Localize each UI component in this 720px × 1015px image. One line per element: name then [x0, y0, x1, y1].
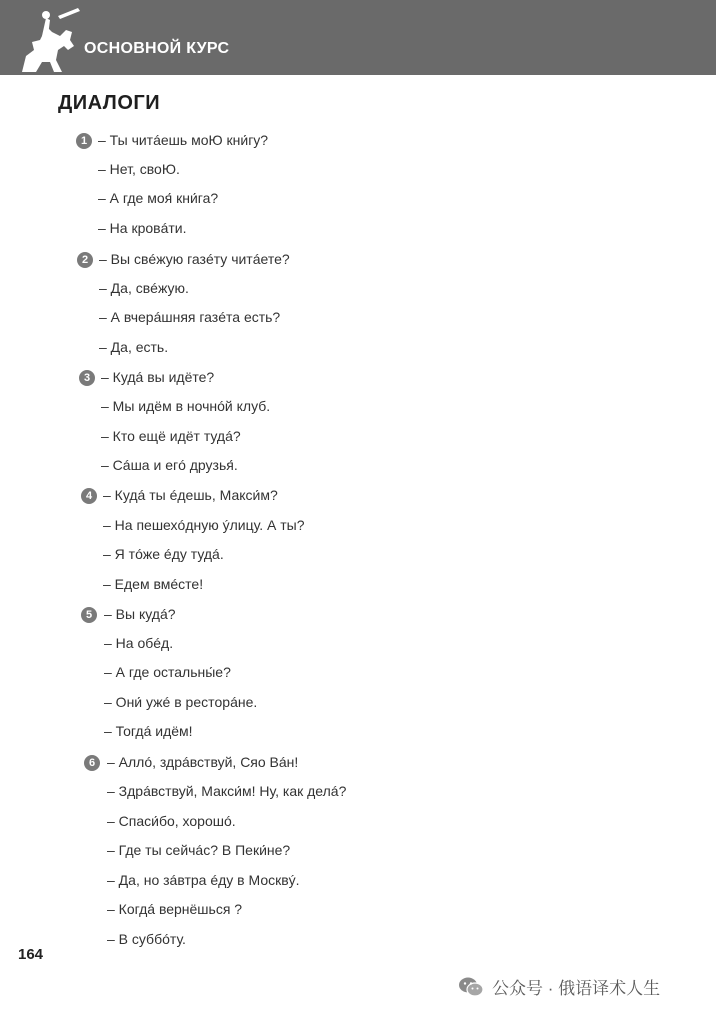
dialog-number-badge: 4	[81, 488, 97, 504]
dialog-line: – Тогдá идём!	[104, 723, 193, 739]
wechat-icon	[458, 976, 484, 998]
dialog-number-badge: 1	[76, 133, 92, 149]
dialog-line: – Вы кудá?	[104, 606, 176, 622]
dialog-line: – Едем вмéсте!	[103, 576, 204, 592]
dialog-line: – Мы идём в ночнóй клуб.	[101, 398, 271, 414]
dialog-line: – Когдá вернёшься ?	[107, 901, 243, 917]
dialog-line: – Я тóже éду тудá.	[103, 546, 224, 562]
dialog-line: – Сáша и егó друзья́.	[101, 457, 238, 473]
dialog-line: – Ты читáешь моЮ кни́гу?	[98, 132, 269, 148]
dialog-line: – В суббóту.	[107, 931, 186, 947]
dialog-line: – Где ты сейчáс? В Пеки́не?	[107, 842, 291, 858]
section-title: ДИАЛОГИ	[58, 92, 161, 114]
watermark	[458, 974, 660, 999]
dialog-line: – Спаси́бо, хорошó.	[107, 813, 236, 829]
dialog-line: – А вчерáшняя газéта есть?	[99, 309, 281, 325]
dialog-number-badge: 5	[81, 607, 97, 623]
dialog-line: – Кто ещё идёт тудá?	[101, 428, 241, 444]
dialog-line: – Здрáвствуй, Макси́м! Ну, как делá?	[107, 783, 347, 799]
dialog-number-badge: 2	[77, 252, 93, 268]
dialog-number-badge: 3	[79, 370, 95, 386]
dialog-line: – Да, но зáвтра éду в Москвý.	[107, 872, 300, 888]
watermark-text: 公众号 · 俄语译术人生	[492, 979, 661, 998]
dialog-line: – На обéд.	[104, 635, 174, 651]
dialog-line: – Вы свéжую газéту читáете?	[99, 251, 290, 267]
dialog-line: – Кудá вы идёте?	[101, 369, 215, 385]
dialog-line: – Да, свéжую.	[99, 280, 189, 296]
course-title: ОСНОВНОЙ КУРС	[84, 40, 230, 57]
dialog-line: – Да, есть.	[99, 339, 169, 355]
dialog-number-badge: 6	[84, 755, 100, 771]
dialog-line: – На пешехóдную ýлицу. А ты?	[103, 517, 305, 533]
dialog-line: – Нет, своЮ.	[98, 161, 180, 177]
dialog-line: – А где остальны́е?	[104, 664, 231, 680]
dialog-line: – На кровáти.	[98, 220, 187, 236]
dialog-line: – Они́ ужé в рестoрáне.	[104, 694, 258, 710]
dialog-line: – Аллó, здрáвствуй, Сяо Вáн!	[107, 754, 299, 770]
dialog-line: – Кудá ты éдешь, Макси́м?	[103, 487, 278, 503]
dialog-line: – А где моя́ кни́га?	[98, 190, 219, 206]
page-number: 164	[18, 946, 44, 963]
